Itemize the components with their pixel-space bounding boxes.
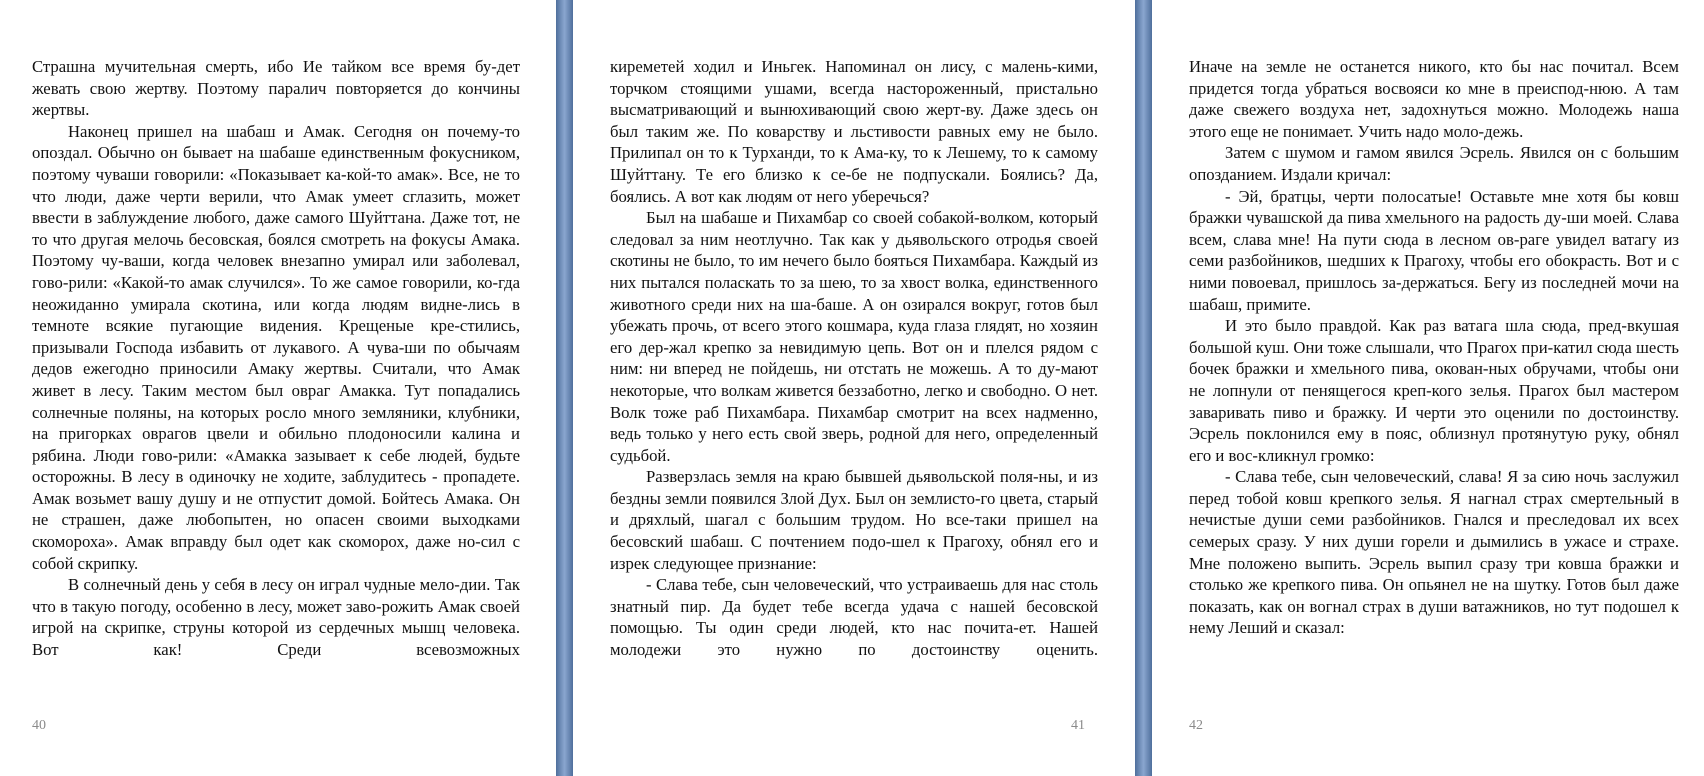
paragraph: Затем с шумом и гамом явился Эсрель. Явился он с большим опозданием. Издали кричал: — [1189, 143, 1679, 184]
paragraph: И это было правдой. Как раз ватага шла сюда, пред-вкушая большой куш. Они тоже слышали, что Прагох при-катил сюда шесть бочек бражки и хмельного пива, окован-ных обручами, чтобы они не лопнули от пенящегося креп-кого зелья. Прагох был мастером заваривать пиво и бражку. И черти это оценили по достоинству. Эсрель поклонился ему в пояс, облизнул протянутую руку, обнял его и вос-кликнул громко: — [1189, 316, 1679, 465]
paragraph: Наконец пришел на шабаш и Амак. Сегодня он почему-то опоздал. Обычно он бывает на шабаше единственным фокусником, поэтому чуваши говорили: «Показывает ка-кой-то амак». Все, не то что люди, даже черти верили, что Амак умеет сглазить, может ввести в заблуждение любого, даже самого Шуйттана. Даже тот, не то что другая мелочь бесовская, боялся смотреть на фокусы Амака. Поэтому чу-ваши, когда человек внезапно умирал или заболевал, гово-рили: «Какой-то амак случился». То же самое говорили, ко-гда неожиданно умирала скотина, или когда людям видне-лись в темноте всякие пугающие видения. Крещеные кре-стились, призывали Господа избавить от лукавого. А чува-ши по обычаям дедов ежегодно приносили Амаку жертвы. Считали, что Амак живет в лесу. Таким местом был овраг Амакка. Тут попадались солнечные поляны, на которых росло много земляники, клубники, на пригорках оврагов цвели и обильно плодоносили калина и рябина. Люди гово-рили: «Амакка зазывает к себе людей, будьте осторожны. В лесу в одиночку не ходите, заблудитесь - пропадете. Амак возьмет вашу душу и не отпустит домой. Бойтесь Амака. Он не страшен, даже любопытен, но опасен своими выходками скомороха». Амак вправду был одет как скоморох, даже но-сил с собой скрипку. — [32, 121, 520, 573]
paragraph: - Эй, братцы, черти полосатые! Оставьте мне хотя бы ковш бражки чувашской да пива хмельного на радость ду-ши моей. Слава всем, слава мне! На пути сюда в лесном ов-раге увидел ватагу из семи разбойников, шедших к Прагоху, чтобы его обокрасть. Вот и с ними повоевал, пришлось за-держаться. Бегу из последней мочи на шабаш, примите. — [1189, 186, 1679, 314]
paragraph: - Слава тебе, сын человеческий, слава! Я за сию ночь заслужил перед тобой ковш крепкого зелья. Я нагнал страх смертельный в нечистые души семи разбойников. Гнался и преследовал их всех семерых сразу. У них души горели и дымились в ужасе и страхе. Мне положено выпить. Эсрель выпил сразу три ковша бражки и столько же крепкого пива. Он опьянел не на шутку. Готов был даже показать, как он вогнал страх в души ватажников, но тут подошел к нему Леший и сказал: — [1189, 467, 1679, 638]
paragraph: Страшна мучительная смерть, ибо Ие тайком все время бу-дет жевать свою жертву. Поэтому паралич повторяется до кончины жертвы. — [32, 57, 520, 120]
page-text — [1189, 56, 1679, 639]
paragraph: киреметей ходил и Иньгек. Напоминал он лису, с малень-кими, торчком стоящими ушами, всегда настороженный, пристально высматривающий и вынюхивающий свою жерт-ву. Даже здесь он был таким же. По коварству и льстивости равных ему не было. Прилипал он то к Турханди, то к Ама-ку, то к Лешему, то к самому Шуйттану. Те его близко к се-бе не подпускали. Боялись? Да, боялись. А вот как людям от него уберечься? — [610, 57, 1098, 206]
paragraph: В солнечный день у себя в лесу он играл чудные мело-дии. Так что в такую погоду, особенно в лесу, может заво-рожить Амак своей игрой на скрипке, струны которой из сердечных мышц человека. Вот как! Среди всевозможных — [32, 575, 520, 660]
page-text — [32, 56, 520, 661]
paragraph: Был на шабаше и Пихамбар со своей собакой-волком, который следовал за ним неотлучно. Так как у дьявольского отродья своей скотины не было, то им нечего было бояться Пихамбара. Каждый из них пытался поласкать то за шею, то за хвост волка, единственного животного среди них на ша-баше. А он озирался вокруг, готов был убежать прочь, от всего этого кошмара, куда глаза глядят, но хозяин его дер-жал крепко за невидимую цепь. Вот он и плелся рядом с ним: ни вперед не пойдешь, ни отстать не можешь. А то ду-мают некоторые, что волкам живется беззаботно, легко и свободно. О нет. Волк тоже раб Пихамбара. Пихамбар смотрит на всех надменно, ведь только у него есть свой зверь, родной для него, определенный судьбой. — [610, 208, 1098, 465]
page-number: 40 — [32, 718, 46, 733]
page-42 — [1152, 0, 1704, 776]
page-gutter — [1135, 0, 1152, 776]
page-number: 42 — [1189, 718, 1203, 733]
paragraph: - Слава тебе, сын человеческий, что устраиваешь для нас столь знатный пир. Да будет тебе всегда удача с нашей бесовской помощью. Ты один среди людей, кто нас почита-ет. Нашей молодежи это нужно по достоинству оценить. — [610, 575, 1098, 660]
page-gutter — [556, 0, 573, 776]
paragraph: Разверзлась земля на краю бывшей дьявольской поля-ны, и из бездны земли появился Злой Дух. Был он землисто-го цвета, старый и дряхлый, шагал с большим трудом. Но все-таки пришел на бесовский шабаш. С почтением подо-шел к Прагоху, обнял его и изрек следующее признание: — [610, 467, 1098, 573]
page-number: 41 — [1071, 718, 1085, 733]
page-41 — [573, 0, 1135, 776]
paragraph: Иначе на земле не останется никого, кто бы нас почитал. Всем придется тогда убраться восвояси ко мне в преиспод-нюю. А там даже свежего воздуха нет, задохнуться можно. Молодежь наша этого еще не понимает. Учить надо моло-дежь. — [1189, 57, 1679, 141]
page-text — [610, 56, 1098, 661]
page-40 — [0, 0, 556, 776]
